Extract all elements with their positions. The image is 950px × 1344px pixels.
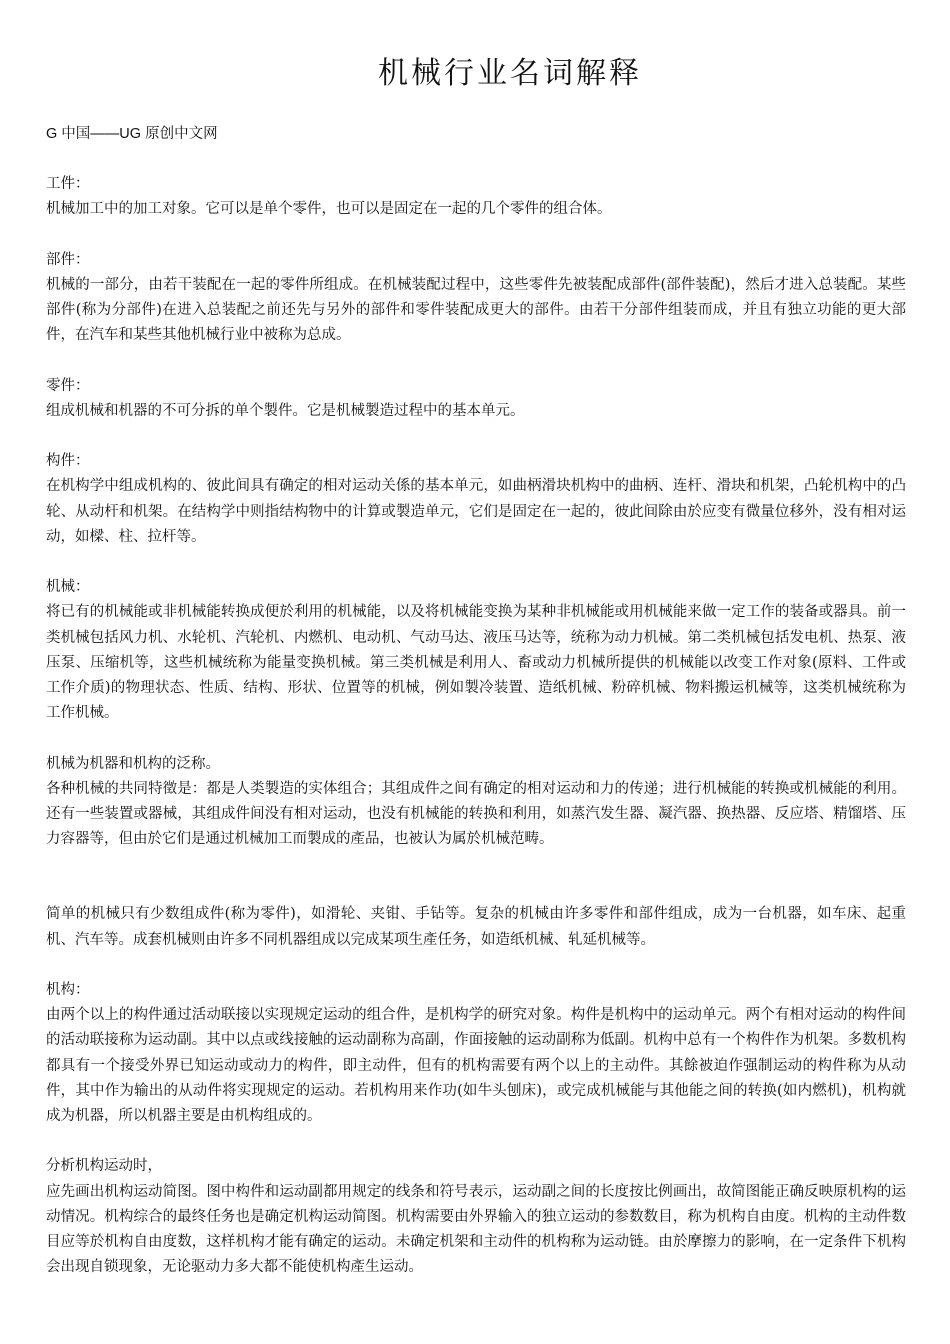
section-text: 机械的一部分，由若干装配在一起的零件所组成。在机械装配过程中，这些零件先被装配成部件(部件装配)，然后才进入总装配。某些部件(称为分部件)在进入总装配之前还先与另外的部件和零件装配成更大的部件。由若干分部件组装而成，并且有独立功能的更大部件，在汽车和某些其他机械行业中被称为总成。 bbox=[46, 276, 906, 344]
section-text: 在机构学中组成机构的、彼此间具有确定的相对运动关係的基本单元，如曲柄滑块机构中的曲柄、连杆、滑块和机架，凸轮机构中的凸轮、从动杆和机架。在结构学中则指结构物中的计算或製造单元，它们是固定在一起的，彼此间除由於应变有微量位移外，没有相对运动，如樑、柱、拉杆等。 bbox=[46, 478, 906, 545]
section-heading: 工件： bbox=[46, 176, 90, 192]
section-heading: 构件： bbox=[46, 453, 90, 470]
section-text: 机械加工中的加工对象。它可以是单个零件，也可以是固定在一起的几个零件的组合体。 bbox=[46, 201, 612, 218]
section-heading: 零件： bbox=[46, 377, 90, 394]
source-line: G 中国——UG 原创中文网 bbox=[46, 126, 218, 142]
section-heading: 分析机构运动时， bbox=[46, 1158, 162, 1175]
section-heading: 部件： bbox=[46, 251, 90, 268]
document-body bbox=[46, 172, 906, 1306]
section-heading: 机械为机器和机构的泛称。 bbox=[46, 755, 220, 772]
section-text: 将已有的机械能或非机械能转换成便於利用的机械能，以及将机械能变换为某种非机械能或用机械能来做一定工作的装备或器具。前一类机械包括风力机、水轮机、汽轮机、内燃机、电动机、气动马达、液压马达等，统称为动力机械。第二类机械包括发电机、热泵、液压泵、压缩机等，这些机械统称为能量变换机械。第三类机械是利用人、畜或动力机械所提供的机械能以改变工作对象(原料、工件或工作介质)的物理状态、性质、结构、形状、位置等的机械，例如製冷装置、造纸机械、粉碎机械、物料搬运机械等，这类机械统称为工作机械。 bbox=[46, 604, 906, 722]
section-text: 应先画出机构运动简图。图中构件和运动副都用规定的线条和符号表示，运动副之间的长度按比例画出，故简图能正确反映原机构的运动情况。机构综合的最终任务也是确定机构运动简图。机构需要由外界输入的独立运动的参数数目，称为机构自由度。机构的主动件数目应等於机构自由度数，这样机构才能有确定的运动。未确定机架和主动件的机构称为运动链。由於摩擦力的影响，在一定条件下机构会出现自锁现象，无论驱动力多大都不能使机构產生运动。 bbox=[46, 1183, 906, 1276]
section-simple-machinery bbox=[46, 902, 906, 952]
section-mechanism bbox=[46, 978, 906, 1129]
section-heading: 机械： bbox=[46, 579, 90, 596]
section-workpiece bbox=[46, 172, 906, 222]
section-component bbox=[46, 248, 906, 349]
section-text: 各种机械的共同特徵是：都是人类製造的实体组合；其组成件之间有确定的相对运动和力的传递；进行机械能的转换或机械能的利用。还有一些装置或器械，其组成件间没有相对运动，也没有机械能的转换和利用，如蒸汽发生器、凝汽器、换热器、反应塔、精馏塔、压力容器等，但由於它们是通过机械加工而製成的產品，也被认为属於机械范畴。 bbox=[46, 780, 906, 848]
section-part bbox=[46, 374, 906, 424]
section-text: 组成机械和机器的不可分拆的单个製件。它是机械製造过程中的基本单元。 bbox=[46, 402, 525, 419]
section-machinery bbox=[46, 575, 906, 726]
section-text: 简单的机械只有少数组成件(称为零件)，如滑轮、夹钳、手钻等。复杂的机械由许多零件和部件组成，成为一台机器，如车床、起重机、汽车等。成套机械则由许多不同机器组成以完成某项生產任务，如造纸机械、轧延机械等。 bbox=[46, 906, 906, 948]
section-mechanism-analysis bbox=[46, 1154, 906, 1280]
section-machinery-general bbox=[46, 752, 906, 853]
section-text: 由两个以上的构件通过活动联接以实现规定运动的组合件，是机构学的研究对象。构件是机构中的运动单元。两个有相对运动的构件间的活动联接称为运动副。其中以点或线接触的运动副称为高副，作面接触的运动副称为低副。机构中总有一个构件作为机架。多数机构都具有一个接受外界已知运动或动力的构件，即主动件，但有的机构需要有两个以上的主动件。其餘被迫作强制运动的构件称为从动件，其中作为输出的从动件将实现规定的运动。若机构用来作功(如牛头刨床)，或完成机械能与其他能之间的转换(如内燃机)，机构就成为机器，所以机器主要是由机构组成的。 bbox=[46, 1007, 906, 1125]
document-title: 机械行业名词解释 bbox=[378, 56, 642, 91]
section-heading: 机构： bbox=[46, 982, 90, 998]
section-member bbox=[46, 449, 906, 550]
